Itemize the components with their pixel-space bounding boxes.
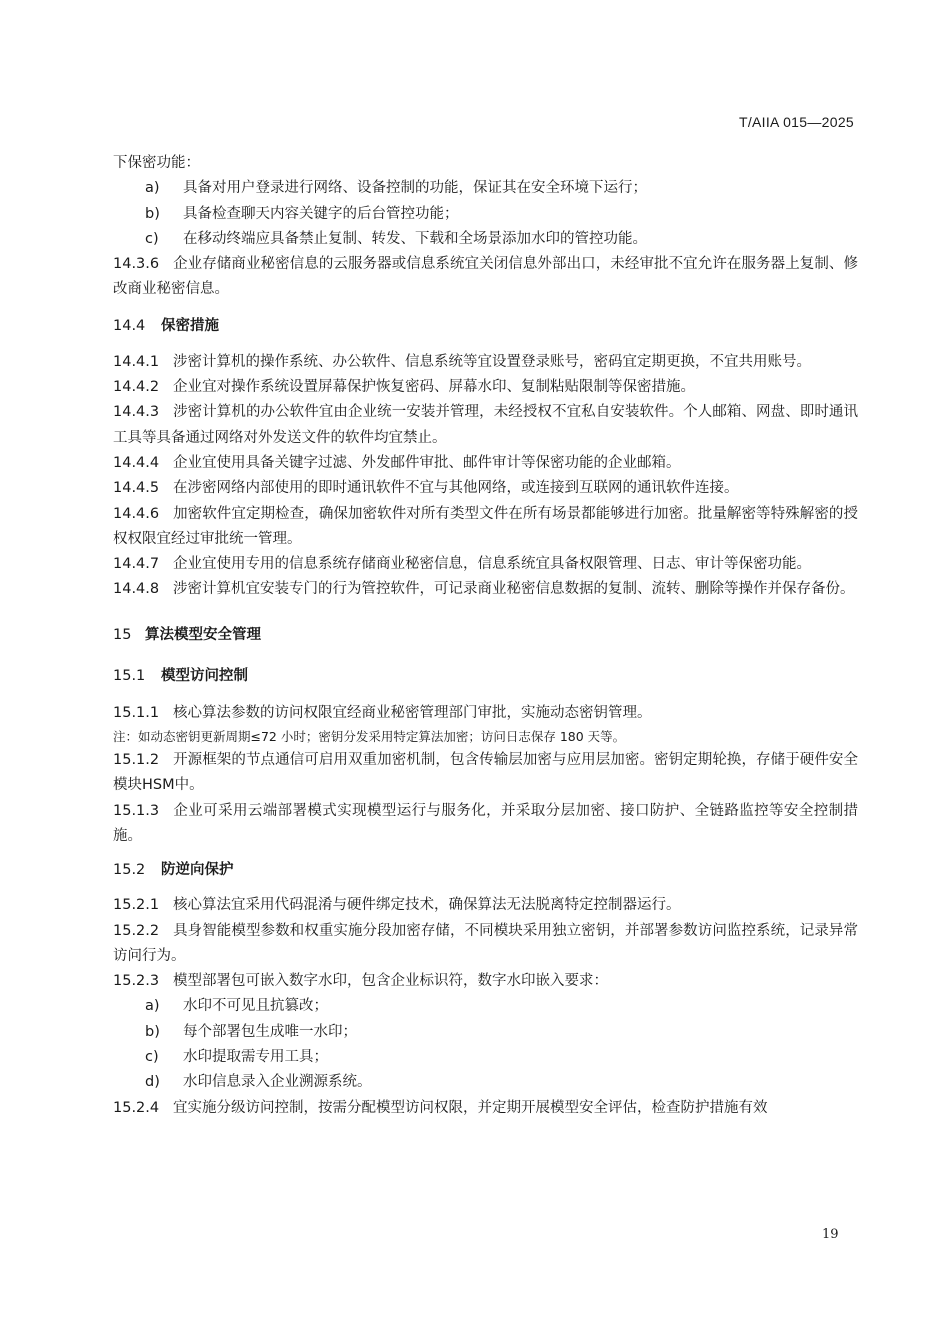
clause-text: 在涉密网络内部使用的即时通讯软件不宜与其他网络，或连接到互联网的通讯软件连接。 (173, 480, 739, 497)
clause-15-2-3 (113, 969, 858, 994)
section-title: 模型访问控制 (161, 667, 248, 684)
clause-14-4-6 (113, 502, 858, 553)
clause-text: 具身智能模型参数和权重实施分段加密存储，不同模块采用独立密钥，并部署参数访问监控系统，记录异常访问行为。 (113, 922, 858, 964)
clause-text: 开源框架的节点通信可启用双重加密机制，包含传输层加密与应用层加密。密钥定期轮换，存储于硬件安全模块HSM中。 (113, 752, 858, 794)
list-item (113, 202, 858, 227)
page-content (113, 151, 858, 1121)
clause-text: 涉密计算机的操作系统、办公软件、信息系统等宜设置登录账号，密码宜定期更换，不宜共用账号。 (173, 353, 811, 370)
clause-15-1-1 (113, 701, 858, 726)
section-number: 14.4 (113, 317, 146, 334)
clause-text: 宜实施分级访问控制，按需分配模型访问权限，并定期开展模型安全评估，检查防护措施有效 (173, 1099, 768, 1116)
list-text: 水印信息录入企业溯源系统。 (183, 1074, 372, 1091)
clause-15-1-2 (113, 748, 858, 799)
list-marker: a) (145, 180, 160, 197)
clause-number: 14.4.6 (113, 505, 160, 522)
list-item (113, 176, 858, 201)
section-heading-14-4 (113, 314, 858, 339)
clause-text: 企业宜对操作系统设置屏幕保护恢复密码、屏幕水印、复制粘贴限制等保密措施。 (173, 379, 695, 396)
section-number: 15.1 (113, 667, 146, 684)
list-text: 具备对用户登录进行网络、设备控制的功能，保证其在安全环境下运行； (183, 180, 647, 197)
clause-text: 模型部署包可嵌入数字水印，包含企业标识符，数字水印嵌入要求： (173, 973, 608, 990)
list-item (113, 1045, 858, 1070)
list-item (113, 994, 858, 1019)
clause-number: 14.3.6 (113, 256, 160, 273)
list-marker: c) (145, 230, 159, 247)
clause-number: 15.2.4 (113, 1099, 160, 1116)
list-marker: d) (145, 1074, 160, 1091)
clause-15-2-1 (113, 893, 858, 918)
clause-number: 15.1.3 (113, 802, 160, 819)
clause-number: 15.2.2 (113, 922, 160, 939)
list-text: 在移动终端应具备禁止复制、转发、下载和全场景添加水印的管控功能。 (183, 230, 647, 247)
clause-number: 14.4.3 (113, 404, 160, 421)
list-marker: c) (145, 1049, 159, 1066)
clause-14-4-5 (113, 476, 858, 501)
list-marker: b) (145, 1023, 160, 1040)
clause-number: 14.4.4 (113, 454, 160, 471)
clause-number: 15.2.1 (113, 897, 160, 914)
clause-14-4-8 (113, 577, 858, 602)
note: 注：如动态密钥更新周期≤72 小时；密钥分发采用特定算法加密；访问日志保存 180 天等。 (113, 729, 626, 745)
clause-text: 企业宜使用专用的信息系统存储商业秘密信息，信息系统宜具备权限管理、日志、审计等保密功能。 (173, 556, 811, 573)
clause-text: 核心算法宜采用代码混淆与硬件绑定技术，确保算法无法脱离特定控制器运行。 (173, 897, 681, 914)
clause-number: 15.1.1 (113, 704, 160, 721)
clause-number: 15.1.2 (113, 752, 160, 769)
section-heading-15-2 (113, 858, 858, 883)
clause-text: 企业存储商业秘密信息的云服务器或信息系统宜关闭信息外部出口，未经审批不宜允许在服务器上复制、修改商业秘密信息。 (113, 256, 858, 298)
clause-14-4-4 (113, 451, 858, 476)
section-title: 保密措施 (161, 317, 219, 334)
chapter-heading-15 (113, 623, 858, 648)
chapter-title: 算法模型安全管理 (145, 626, 261, 643)
clause-14-4-1 (113, 350, 858, 375)
clause-15-1-3 (113, 799, 858, 850)
list-text: 水印提取需专用工具； (183, 1049, 328, 1066)
list-item (113, 1070, 858, 1095)
clause-text: 涉密计算机宜安装专门的行为管控软件，可记录商业秘密信息数据的复制、流转、删除等操作并保存备份。 (173, 581, 855, 598)
clause-number: 14.4.2 (113, 379, 160, 396)
clause-number: 14.4.1 (113, 353, 160, 370)
list-item (113, 227, 858, 252)
list-item (113, 1020, 858, 1045)
clause-15-2-2 (113, 919, 858, 970)
intro-line: 下保密功能： (113, 155, 200, 171)
list-text: 每个部署包生成唯一水印； (183, 1023, 357, 1040)
clause-text: 加密软件宜定期检查，确保加密软件对所有类型文件在所有场景都能够进行加密。批量解密等特殊解密的授权权限宜经过审批统一管理。 (113, 505, 858, 547)
clause-number: 14.4.7 (113, 556, 160, 573)
clause-text: 涉密计算机的办公软件宜由企业统一安装并管理，未经授权不宜私自安装软件。个人邮箱、网盘、即时通讯工具等具备通过网络对外发送文件的软件均宜禁止。 (113, 404, 858, 446)
page-number: 19 (822, 1227, 839, 1242)
clause-14-4-3 (113, 400, 858, 451)
list-text: 水印不可见且抗篡改； (183, 998, 328, 1015)
clause-text: 企业可采用云端部署模式实现模型运行与服务化，并采取分层加密、接口防护、全链路监控等安全控制措施。 (113, 802, 858, 844)
section-number: 15.2 (113, 862, 146, 879)
clause-14-4-2 (113, 375, 858, 400)
clause-number: 15.2.3 (113, 973, 160, 990)
list-marker: b) (145, 205, 160, 222)
list-text: 具备检查聊天内容关键字的后台管控功能； (183, 205, 459, 222)
standard-code: T/AIIA 015—2025 (738, 114, 854, 130)
chapter-number: 15 (113, 626, 132, 643)
clause-14-3-6 (113, 252, 858, 303)
clause-text: 核心算法参数的访问权限宜经商业秘密管理部门审批，实施动态密钥管理。 (173, 704, 652, 721)
section-title: 防逆向保护 (161, 862, 234, 879)
clause-15-2-4 (113, 1096, 858, 1121)
clause-text: 企业宜使用具备关键字过滤、外发邮件审批、邮件审计等保密功能的企业邮箱。 (173, 454, 681, 471)
clause-14-4-7 (113, 552, 858, 577)
clause-number: 14.4.8 (113, 581, 160, 598)
section-heading-15-1 (113, 664, 858, 689)
clause-number: 14.4.5 (113, 480, 160, 497)
list-marker: a) (145, 998, 160, 1015)
